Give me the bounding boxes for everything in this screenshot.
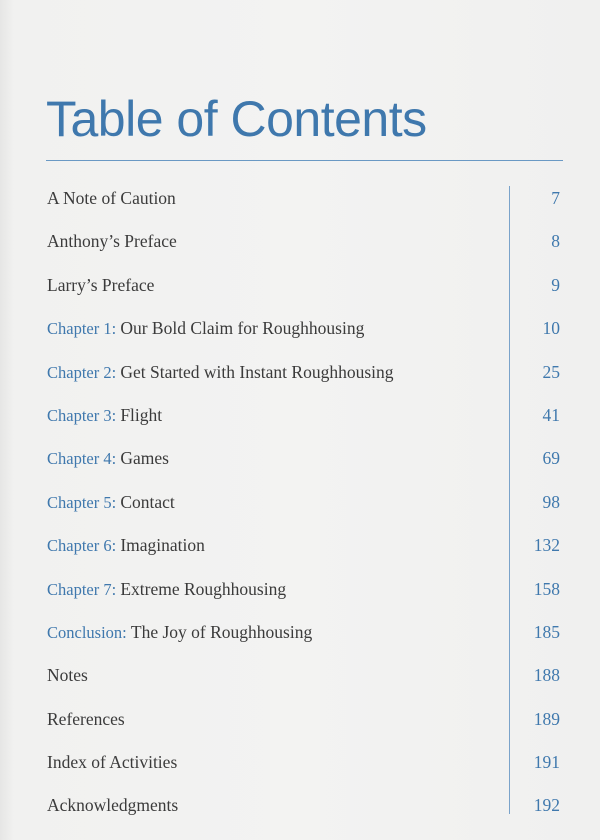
toc-entry-label: Acknowledgments: [47, 795, 179, 816]
toc-entry: [0, 481, 600, 524]
toc-entry: [0, 351, 600, 394]
toc-entry: [0, 437, 600, 480]
toc-entry-page: 185: [533, 621, 560, 642]
toc-entry-prefix: Conclusion:: [47, 622, 131, 642]
toc-entry-label: Index of Activities: [47, 752, 178, 773]
toc-entry: [0, 654, 600, 697]
toc-entry-page: 98: [542, 491, 560, 512]
toc-entry-text: [47, 437, 169, 480]
toc-entry: [0, 611, 600, 654]
toc-entry-page: 69: [542, 448, 560, 469]
toc-entry-text: [47, 611, 312, 654]
toc-entry-text: [47, 524, 205, 567]
toc-entry-label: Flight: [120, 404, 163, 425]
toc-entry-label: A Note of Caution: [47, 188, 176, 208]
toc-entry-text: [47, 784, 178, 827]
toc-entry-text: [47, 481, 175, 524]
toc-entry-text: [47, 654, 88, 697]
toc-entry-label: Our Bold Claim for Roughhousing: [120, 318, 365, 339]
toc-entry-page: 8: [551, 231, 560, 252]
toc-entry-page: 9: [551, 274, 560, 295]
toc-entry-prefix: Chapter 2:: [47, 362, 121, 382]
title-divider: [46, 160, 563, 161]
toc-entry-page: 41: [542, 404, 560, 425]
toc-entry-label: Anthony’s Preface: [47, 231, 177, 252]
toc-list: [0, 177, 600, 828]
toc-entry: [0, 784, 600, 827]
toc-entry-label: Contact: [120, 491, 175, 512]
toc-entry-page: 7: [551, 188, 560, 208]
toc-entry: [0, 220, 600, 263]
toc-entry-text: [47, 220, 177, 263]
toc-entry-page: 191: [533, 752, 560, 773]
toc-entry-text: [47, 698, 125, 741]
toc-entry-prefix: Chapter 4:: [47, 449, 121, 469]
toc-entry-label: Get Started with Instant Roughhousing: [120, 361, 394, 382]
toc-entry-text: [47, 177, 176, 220]
toc-entry-text: [47, 351, 394, 394]
toc-entry-prefix: Chapter 3:: [47, 405, 121, 425]
toc-entry-prefix: Chapter 5:: [47, 492, 121, 512]
toc-entry-label: Imagination: [120, 535, 205, 556]
toc-entry-label: Larry’s Preface: [47, 274, 155, 295]
toc-entry-text: [47, 394, 162, 437]
toc-entry-page: 192: [533, 795, 560, 816]
toc-entry-label: Extreme Roughhousing: [120, 578, 287, 599]
toc-entry: [0, 568, 600, 611]
toc-entry-label: Games: [120, 448, 169, 469]
toc-entry: [0, 264, 600, 307]
toc-entry-prefix: Chapter 6:: [47, 536, 121, 556]
toc-entry: [0, 524, 600, 567]
toc-entry: [0, 307, 600, 350]
toc-entry-label: References: [47, 708, 125, 729]
page-title: Table of Contents: [46, 91, 427, 147]
toc-entry-prefix: Chapter 1:: [47, 319, 121, 339]
toc-entry-text: [47, 741, 177, 784]
toc-entry: [0, 741, 600, 784]
toc-entry-text: [47, 264, 154, 307]
toc-entry-prefix: Chapter 7:: [47, 579, 121, 599]
toc-entry-page: 132: [533, 535, 560, 556]
toc-entry: [0, 177, 600, 220]
toc-entry: [0, 698, 600, 741]
toc-entry-page: 188: [533, 665, 560, 686]
toc-entry-page: 158: [533, 578, 560, 599]
toc-entry-label: Notes: [47, 665, 88, 686]
toc-entry-label: The Joy of Roughhousing: [130, 621, 313, 642]
toc-entry: [0, 394, 600, 437]
toc-entry-page: 25: [542, 361, 560, 382]
toc-entry-page: 189: [533, 708, 560, 729]
toc-entry-text: [47, 307, 364, 350]
toc-entry-page: 10: [542, 318, 560, 339]
toc-entry-text: [47, 568, 286, 611]
